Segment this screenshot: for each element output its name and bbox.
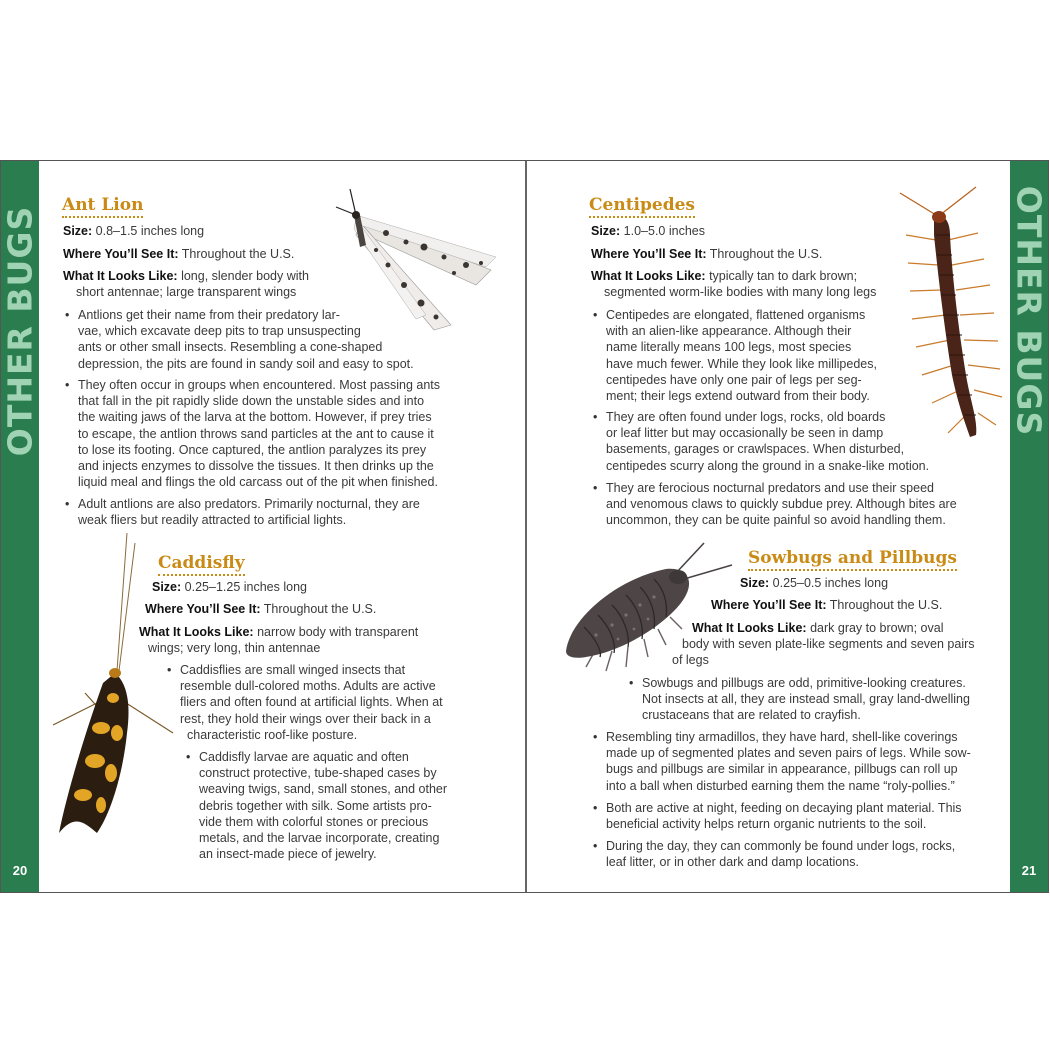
size-label: Size: bbox=[152, 580, 182, 594]
caddisfly-title: Caddisfly bbox=[158, 553, 245, 576]
section-label-left: OTHER BUGS bbox=[0, 205, 40, 457]
caddisfly-looks-cont: wings; very long, thin antennae bbox=[148, 641, 321, 655]
size-label: Size: bbox=[591, 224, 621, 238]
sowbugs-bullet-1: • Sowbugs and pillbugs are odd, primitive-looking creatures. Not insects at all, they are instead small, gray land-dwelling crustaceans that are related to crayfish. bbox=[642, 675, 970, 724]
ant-lion-looks-cont: short antennae; large transparent wings bbox=[76, 285, 297, 299]
caddisfly-looks bbox=[139, 624, 418, 640]
size-label: Size: bbox=[740, 576, 770, 590]
page-number-right: 21 bbox=[1021, 863, 1037, 878]
ant-lion-image bbox=[326, 185, 501, 333]
sowbugs-where bbox=[711, 597, 942, 613]
page-number-left: 20 bbox=[12, 863, 28, 878]
sowbugs-bullet-3: • Both are active at night, feeding on decaying plant material. This beneficial activity helps return organic nutrients to the soil. bbox=[606, 800, 962, 832]
centipede-image bbox=[896, 185, 1006, 443]
ant-lion-size-value: 0.8–1.5 inches long bbox=[95, 224, 205, 238]
sowbugs-title: Sowbugs and Pillbugs bbox=[748, 548, 957, 571]
ant-lion-bullet-2: • They often occur in groups when encountered. Most passing ants that fall in the pit rapidly slide down the unstable sides and into the waiting jaws of the larva at the bottom. However, if prey tries to escape, the antlion throws sand particles at the ant to cause it to lose its footing. Once captured, the antlion paralyzes its prey and injects enzymes to dissolve the tissues. It then drinks up the liquid meal and flings the old carcass out of the pit when finished. bbox=[78, 377, 440, 490]
ant-lion-looks bbox=[63, 268, 309, 284]
sowbugs-looks-cont: body with seven plate-like segments and seven pairs bbox=[682, 637, 975, 651]
sowbug-image bbox=[556, 539, 736, 679]
centipedes-looks-value: typically tan to dark brown; bbox=[709, 269, 858, 283]
ant-lion-looks-value: long, slender body with bbox=[181, 269, 309, 283]
sowbugs-looks-value: dark gray to brown; oval bbox=[810, 621, 944, 635]
centipedes-size bbox=[591, 223, 705, 239]
centipedes-bullet-1: • Centipedes are elongated, flattened organisms with an alien-like appearance. Although their name literally means 100 legs, most species have much fewer. While they look like millipedes, centipedes have only one pair of legs per seg- ment; their legs extend outward from their body. bbox=[606, 307, 877, 404]
ant-lion-size bbox=[63, 223, 204, 239]
ant-lion-where-value: Throughout the U.S. bbox=[181, 247, 295, 261]
centipedes-where-value: Throughout the U.S. bbox=[709, 247, 823, 261]
looks-label: What It Looks Like: bbox=[692, 621, 807, 635]
sowbugs-where-value: Throughout the U.S. bbox=[829, 598, 943, 612]
caddisfly-bullet-1: • Caddisflies are small winged insects that resemble dull-colored moths. Adults are active fliers and often found at artificial lights. When at rest, they hold their wings over their back in a characteristic roof-like posture. bbox=[180, 662, 443, 743]
sowbugs-bullet-4: • During the day, they can commonly be found under logs, rocks, leaf litter, or in other dark and damp locations. bbox=[606, 838, 955, 870]
left-section-tab bbox=[1, 161, 39, 892]
caddisfly-looks-value: narrow body with transparent bbox=[257, 625, 419, 639]
ant-lion-bullet-3: • Adult antlions are also predators. Primarily nocturnal, they are weak fliers but readily attracted to artificial lights. bbox=[78, 496, 420, 528]
where-label: Where You’ll See It: bbox=[63, 247, 179, 261]
where-label: Where You’ll See It: bbox=[591, 247, 707, 261]
caddisfly-image bbox=[45, 533, 175, 839]
centipedes-looks-cont: segmented worm-like bodies with many long legs bbox=[604, 285, 877, 299]
caddisfly-size bbox=[152, 579, 307, 595]
ant-lion-bullet-1: • Antlions get their name from their predatory lar- vae, which excavate deep pits to trap unsuspecting ants or other small insects. Resembling a cone-shaped depression, the pits are found in sandy soil and easy to spot. bbox=[78, 307, 414, 372]
sowbugs-size-value: 0.25–0.5 inches long bbox=[772, 576, 889, 590]
page-gutter bbox=[525, 161, 527, 892]
where-label: Where You’ll See It: bbox=[145, 602, 261, 616]
sowbugs-bullet-2: • Resembling tiny armadillos, they have hard, shell-like coverings made up of segmented plates and seven pairs of legs. While sow- bugs and pillbugs are similar in appearance, pillbugs can roll up into a ball when disturbed earning them the name “roly-pollies.” bbox=[606, 729, 971, 794]
size-label: Size: bbox=[63, 224, 93, 238]
centipedes-bullet-2: • They are often found under logs, rocks, old boards or leaf litter but may occasionally be seen in damp basements, garages or crawlspaces. When disturbed, centipedes scurry along the ground in a snake-like motion. bbox=[606, 409, 929, 474]
right-section-tab bbox=[1010, 161, 1048, 892]
where-label: Where You’ll See It: bbox=[711, 598, 827, 612]
ant-lion-title: Ant Lion bbox=[62, 195, 143, 218]
section-label-right: OTHER BUGS bbox=[1009, 185, 1049, 437]
caddisfly-bullet-2: • Caddisfly larvae are aquatic and often construct protective, tube-shaped cases by weaving twigs, sand, small stones, and other debris together with silk. Some artists pro- vide them with colorful stones or precious metals, and the larvae incorporate, creating an insect-made piece of jewelry. bbox=[199, 749, 447, 862]
caddisfly-where-value: Throughout the U.S. bbox=[263, 602, 377, 616]
ant-lion-where bbox=[63, 246, 294, 262]
sowbugs-size bbox=[740, 575, 888, 591]
book-spread bbox=[0, 160, 1049, 893]
centipedes-size-value: 1.0–5.0 inches bbox=[623, 224, 705, 238]
centipedes-where bbox=[591, 246, 822, 262]
caddisfly-size-value: 0.25–1.25 inches long bbox=[184, 580, 307, 594]
centipedes-looks bbox=[591, 268, 857, 284]
sowbugs-looks-cont-2: of legs bbox=[672, 653, 709, 667]
caddisfly-where bbox=[145, 601, 376, 617]
centipedes-title: Centipedes bbox=[589, 195, 695, 218]
looks-label: What It Looks Like: bbox=[63, 269, 178, 283]
looks-label: What It Looks Like: bbox=[139, 625, 254, 639]
centipedes-bullet-3: • They are ferocious nocturnal predators and use their speed and venomous claws to quickly subdue prey. Although bites are uncommon, they can be quite painful so avoid handling them. bbox=[606, 480, 957, 529]
looks-label: What It Looks Like: bbox=[591, 269, 706, 283]
